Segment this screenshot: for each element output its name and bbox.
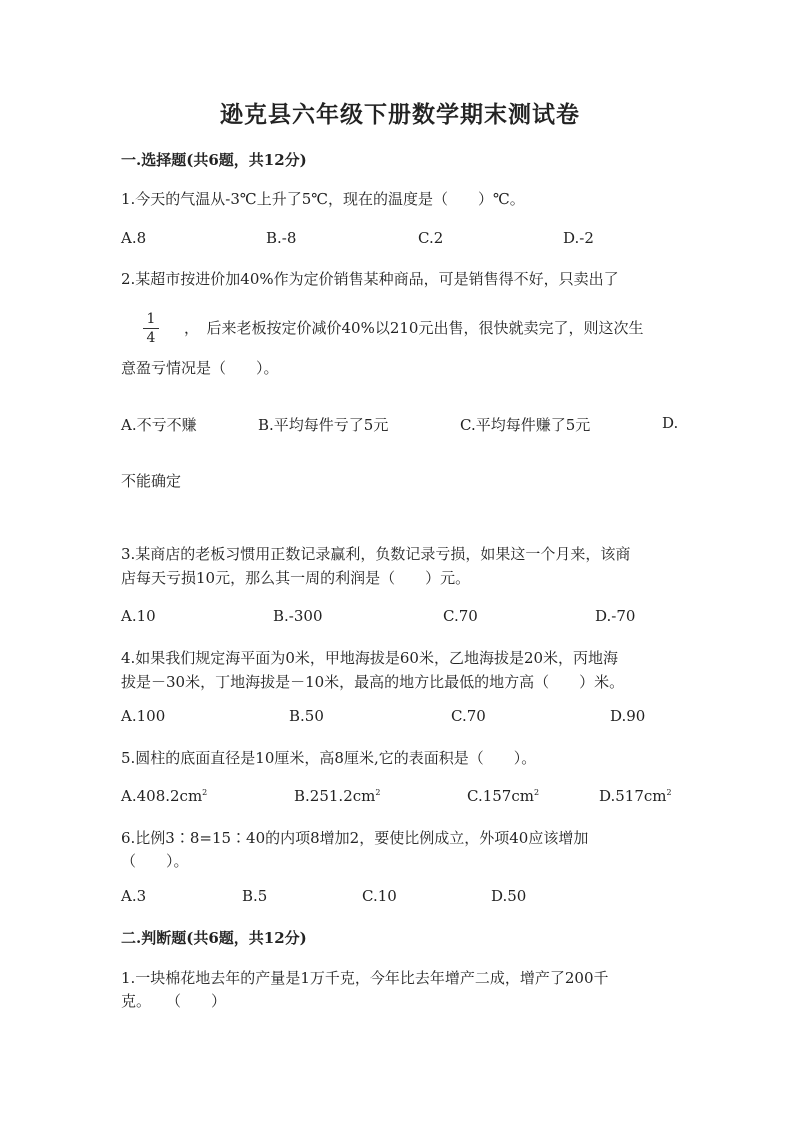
q5-option-b-label: B.251.2cm bbox=[294, 787, 376, 805]
question-2-line-2: ， 后来老板按定价减价40%以210元出售，很快就卖完了，则这次生 bbox=[184, 319, 644, 337]
question-1-text: 1.今天的气温从-3℃上升了5℃，现在的温度是（ ）℃。 bbox=[121, 190, 525, 208]
question-3-line-2: 店每天亏损10元，那么其一周的利润是（ ）元。 bbox=[121, 569, 471, 587]
q2-option-b: B.平均每件亏了5元 bbox=[258, 416, 389, 434]
q2-option-a: A.不亏不赚 bbox=[121, 416, 197, 434]
q1-option-a: A.8 bbox=[121, 229, 147, 247]
question-4-line-1: 4.如果我们规定海平面为0米，甲地海拔是60米，乙地海拔是20米，丙地海 bbox=[121, 649, 619, 667]
question-6-line-1: 6.比例3∶8=15∶40的内项8增加2，要使比例成立，外项40应该增加 bbox=[121, 829, 589, 847]
q5-option-d-label: D.517cm bbox=[599, 787, 667, 805]
q3-option-b: B.-300 bbox=[273, 607, 323, 625]
q4-option-b: B.50 bbox=[289, 707, 324, 725]
section-heading-choice: 一.选择题(共6题，共12分) bbox=[121, 151, 307, 169]
squared-superscript: 2 bbox=[533, 788, 540, 797]
judgement-1-line-2: 克。 （ ） bbox=[121, 992, 227, 1010]
q4-option-c: C.70 bbox=[451, 707, 486, 725]
q2-option-d-continued: 不能确定 bbox=[121, 472, 182, 490]
q6-option-b: B.5 bbox=[242, 887, 268, 905]
question-4-line-2: 拔是－30米，丁地海拔是－10米，最高的地方比最低的地方高（ ）米。 bbox=[121, 673, 625, 691]
q2-option-d: D. bbox=[662, 414, 679, 432]
q4-option-d: D.90 bbox=[610, 707, 646, 725]
judgement-1-line-1: 1.一块棉花地去年的产量是1万千克，今年比去年增产二成，增产了200千 bbox=[121, 969, 609, 987]
q4-option-a: A.100 bbox=[121, 707, 166, 725]
question-6-line-2: （ ）。 bbox=[121, 852, 189, 870]
q5-option-a bbox=[121, 787, 207, 805]
section-heading-judgement: 二.判断题(共6题，共12分) bbox=[121, 929, 307, 947]
squared-superscript: 2 bbox=[375, 788, 381, 797]
squared-superscript: 2 bbox=[202, 788, 208, 797]
question-2-line-3: 意盈亏情况是（ ）。 bbox=[121, 359, 279, 377]
fraction-one-quarter bbox=[143, 311, 159, 346]
q1-option-d: D.-2 bbox=[563, 229, 594, 247]
q5-option-b bbox=[294, 787, 380, 805]
question-3-line-1: 3.某商店的老板习惯用正数记录赢利，负数记录亏损，如果这一个月来，该商 bbox=[121, 545, 631, 563]
squared-superscript: 2 bbox=[666, 788, 672, 797]
q5-option-c bbox=[467, 787, 539, 805]
fraction-numerator: 1 bbox=[146, 311, 156, 327]
q3-option-a: A.10 bbox=[121, 607, 156, 625]
q3-option-c: C.70 bbox=[443, 607, 478, 625]
q5-option-d bbox=[599, 787, 672, 805]
q1-option-c: C.2 bbox=[418, 229, 444, 247]
q6-option-a: A.3 bbox=[121, 887, 147, 905]
q5-option-c-label: C.157cm bbox=[467, 787, 534, 805]
q6-option-c: C.10 bbox=[362, 887, 397, 905]
question-5-text: 5.圆柱的底面直径是10厘米，高8厘米,它的表面积是（ ）。 bbox=[121, 749, 537, 767]
q5-option-a-label: A.408.2cm bbox=[121, 787, 203, 805]
q6-option-d: D.50 bbox=[491, 887, 527, 905]
q1-option-b: B.-8 bbox=[266, 229, 297, 247]
q2-option-c: C.平均每件赚了5元 bbox=[460, 416, 591, 434]
page-title: 逊克县六年级下册数学期末测试卷 bbox=[220, 101, 580, 128]
question-2-line-1: 2.某超市按进价加40%作为定价销售某种商品，可是销售得不好，只卖出了 bbox=[121, 270, 619, 288]
fraction-bar bbox=[143, 328, 159, 329]
fraction-denominator: 4 bbox=[146, 330, 156, 346]
q3-option-d: D.-70 bbox=[595, 607, 636, 625]
